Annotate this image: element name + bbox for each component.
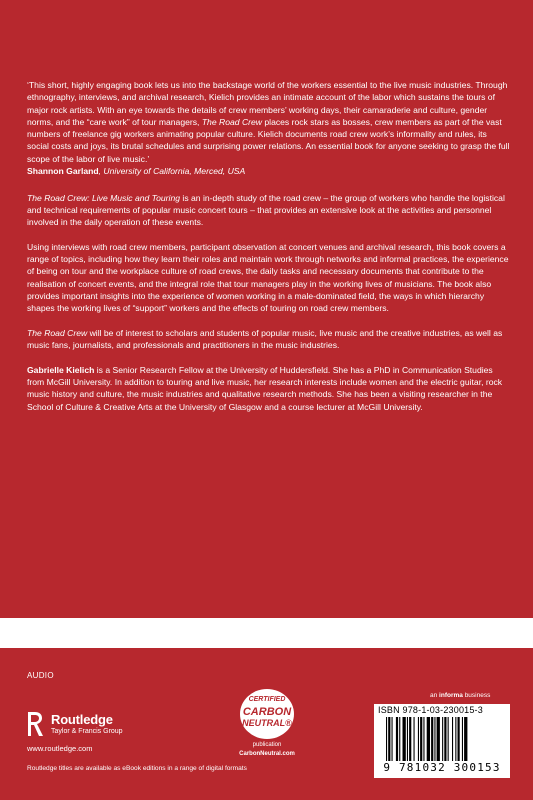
cover-footer — [0, 648, 533, 800]
barcode-bar — [458, 717, 460, 761]
barcode-bar — [452, 717, 453, 761]
barcode-bar — [464, 717, 467, 761]
publisher-url[interactable]: www.routledge.com — [27, 744, 93, 753]
description-paragraph: The Road Crew: Live Music and Touring is an in-depth study of the road crew – the group of workers who handle the logistical and technical requirements of popular music concert tours – that provides an extensive look at the activities and personnel involved in the daily operation of these events. — [27, 192, 505, 228]
barcode-bar — [434, 717, 435, 761]
book-title-ref: The Road Crew — [201, 116, 262, 127]
barcode-bar — [399, 717, 400, 761]
barcode-bar — [437, 717, 440, 761]
audience-paragraph: The Road Crew will be of interest to scholars and students of popular music, live music and the creative industries, as well as music fans, journalists, and professionals and practitioners in the music industries. — [27, 327, 503, 351]
carbon-publication-label: publication — [252, 742, 282, 748]
barcode-bar — [409, 717, 411, 761]
ebook-note: Routledge titles are available as eBook editions in a range of digital formats — [27, 765, 247, 772]
carbon-top-text: CERTIFIED — [248, 696, 286, 703]
routledge-r-icon — [25, 710, 45, 738]
publisher-group: Taylor & Francis Group — [51, 728, 123, 735]
barcode-bar — [414, 717, 415, 761]
barcode-bar — [403, 717, 406, 761]
barcode-icon — [386, 717, 498, 763]
barcode-bar — [418, 717, 419, 761]
barcode-bar — [407, 717, 408, 761]
carbon-neutral-badge — [232, 684, 302, 766]
author-bio: Gabrielle Kielich is a Senior Research Fellow at the University of Huddersfield. She has a PhD in Communication Studies from McGill University. In addition to touring and live music, her research interests include women and the electric guitar, rock music history and culture, the music industries and qualitative research methods. She has been a visiting researcher in the School of Culture & Creative Arts at the University of Glasgow and a course lecturer at McGill University. — [27, 364, 503, 412]
barcode-bar — [420, 717, 422, 761]
barcode-bar — [442, 717, 443, 761]
carbon-low-text: NEUTRAL® — [242, 718, 292, 728]
carbon-mid-text: CARBON — [242, 706, 292, 718]
back-cover-text — [27, 79, 511, 425]
informa-tagline: an informa business — [430, 692, 491, 699]
barcode-bar — [427, 717, 430, 761]
barcode-bar — [462, 717, 463, 761]
isbn-number: ISBN 978-1-03-230015-3 — [378, 705, 483, 715]
barcode-bar — [423, 717, 424, 761]
barcode-bar — [455, 717, 456, 761]
barcode-bar — [444, 717, 446, 761]
barcode-bar — [392, 717, 393, 761]
barcode-bar — [431, 717, 433, 761]
publisher-name: Routledge — [51, 712, 113, 727]
subject-category: AUDIO — [27, 671, 54, 680]
barcode-bar — [396, 717, 398, 761]
barcode-digits: 9 781032 300153 — [383, 761, 501, 774]
endorsement-quote: ‘This short, highly engaging book lets us into the backstage world of the workers essential to the live music industries. Through ethnography, interviews, and archival research, Kielich provides an intimate account of the labor which sustains the tours of major rock artists. With an eye towards the details of crew members’ working days, their camaraderie and culture, gender norms, and the “care work” of tour managers, The Road Crew places rock stars as bosses, crew members as part of the vast numbers of freelance gig workers animating popular culture. Kielich documents road crew work’s informality and rules, its social costs and joys, its brutal schedules and surprising power relations. An essential book for anyone seeking to grasp the full scope of the labor of live music.’ — [27, 80, 510, 164]
divider-band — [0, 618, 533, 648]
barcode-bar — [448, 717, 449, 761]
description-paragraph: Using interviews with road crew members, participant observation at concert venues and archival research, this book covers a range of topics, including how they learn their roles and maintain work through networks and informal practices, the experience of being on tour and the workplace culture of road crews, the daily tasks and necessary documents that contribute to the realisation of concert events, and the integral role that tour managers play in the working lives of musicians. The book also provides important insights into the experience of women working in a male-dominated field, the ways in which hierarchy shapes the working lives of “support” workers and the effects of touring on road crew members. — [27, 241, 509, 314]
barcode-bar — [388, 717, 390, 761]
carbon-neutral-icon — [232, 684, 302, 742]
barcode-bar — [386, 717, 387, 761]
endorsement-attribution: Shannon Garland, University of California, Merced, USA — [27, 166, 246, 177]
isbn-barcode — [374, 704, 510, 778]
carbon-url: CarbonNeutral.com — [239, 751, 295, 757]
